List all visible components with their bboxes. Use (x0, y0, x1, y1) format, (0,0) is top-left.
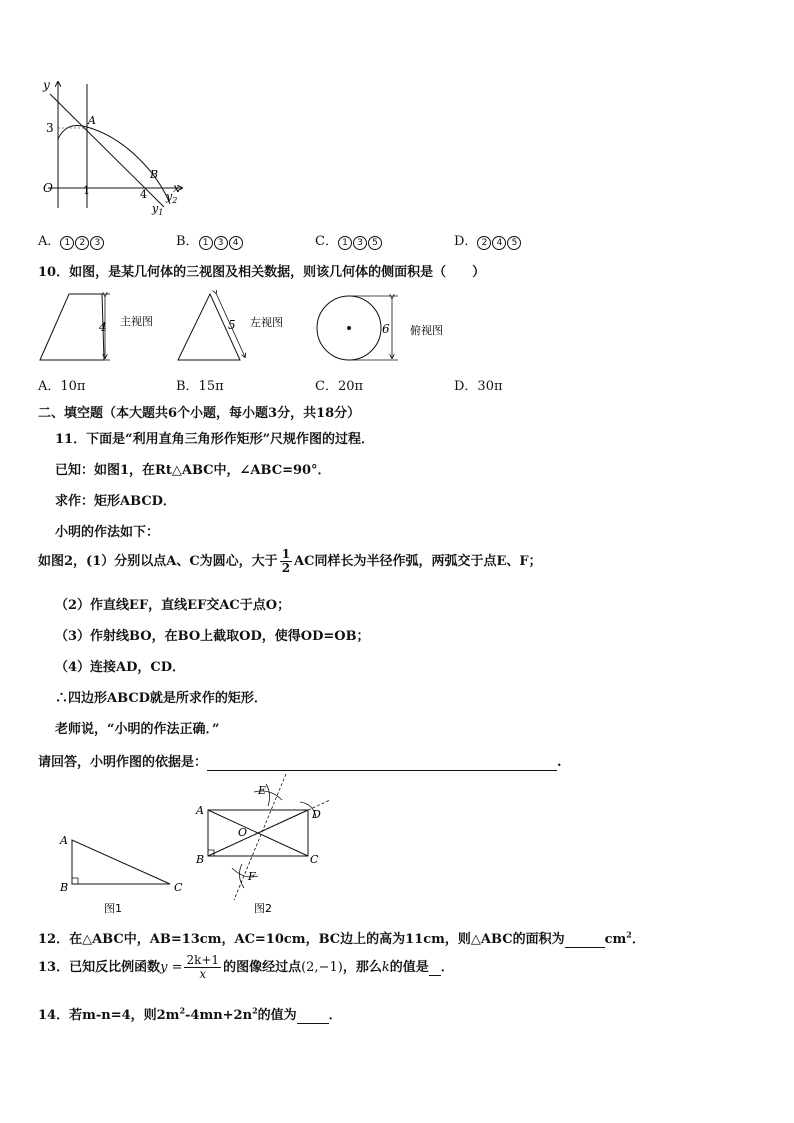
q11-line-10: 老师说，“小明的作法正确．” (55, 722, 220, 737)
q10-option-c: C．20π (315, 379, 364, 394)
q14-answer-blank[interactable] (297, 1008, 329, 1024)
arc-e-2 (266, 784, 270, 806)
fraction-half: $\frac{1}{2}$ (281, 547, 291, 575)
top-view-label: 俯视图 (410, 324, 443, 337)
q11-figure-2 (192, 772, 342, 918)
q11-line-2: 已知：如图1，在Rt△ABC中，∠ABC=90°． (55, 463, 331, 478)
top-view-center (347, 326, 351, 330)
q10-option-a: A．10π (38, 379, 86, 394)
q11-line-11: 请回答，小明作图的依据是： . (38, 755, 562, 770)
point-a-label: A (88, 114, 96, 127)
top-dim-label: 6 (382, 322, 390, 336)
section-2-heading: 二、填空题（本大题共6个小题，每小题3分，共18分） (38, 406, 361, 421)
left-dim-label: 5 (228, 318, 236, 332)
q11-line-9: ∴四边形ABCD就是所求作的矩形． (55, 691, 267, 706)
fig2-label-b: B (196, 853, 205, 866)
front-dim-label: 4 (99, 320, 107, 334)
x-label: x (173, 181, 180, 195)
fig2-label-a: A (196, 804, 204, 817)
fig2-label-d: D (312, 808, 321, 821)
tick-3-label: 3 (46, 121, 54, 135)
q13-fraction: $\frac{2k+1}{x}$ (186, 953, 220, 981)
q10-views (36, 290, 476, 366)
origin-label: O (43, 181, 53, 195)
q9-graph (36, 76, 196, 218)
q12-question: 12．在△ABC中，AB=13cm，AC=10cm，BC边上的高为11cm，则△ABC的面积为 $cm^2$． (38, 929, 645, 947)
triangle-abc (72, 840, 170, 884)
curve-y2 (58, 125, 170, 204)
q14-question: 14．若m-n=4，则$2m^2-4mn+2n^2$的值为 ． (38, 1005, 342, 1023)
front-view-shape (40, 294, 104, 360)
fig1-label-a: A (60, 834, 68, 847)
q10-question: 10．如图，是某几何体的三视图及相关数据，则该几何体的侧面积是（ ） (38, 265, 486, 280)
q10-option-b: B．15π (176, 379, 224, 394)
front-view-label: 主视图 (120, 315, 153, 328)
fig2-label-e: E (258, 784, 267, 797)
y1-label: $y_1$ (152, 202, 164, 217)
q13-answer-blank[interactable] (429, 960, 441, 976)
fig2-label-f: F (248, 870, 256, 883)
q11-line-8: （4）连接AD，CD． (55, 660, 186, 675)
fig1-caption: 图1 (104, 902, 122, 915)
q9-option-a: A． 1 2 3 (38, 230, 105, 250)
fig2-label-o: O (238, 826, 248, 839)
q11-line-3: 求作：矩形ABCD． (55, 494, 176, 509)
q9-option-b: B． 1 3 4 (176, 230, 244, 250)
fig2-label-c: C (310, 853, 319, 866)
q9-option-c: C． 1 3 5 (315, 230, 383, 250)
fig2-caption: 图2 (254, 902, 272, 915)
q11-line-1: 11．下面是“利用直角三角形作矩形”尺规作图的过程． (55, 432, 375, 447)
q11-line-6: （2）作直线EF，直线EF交AC于点O； (55, 598, 291, 613)
q9-option-d: D． 2 4 5 (454, 230, 522, 250)
right-angle-mark (72, 878, 78, 884)
q11-line-7: （3）作射线BO，在BO上截取OD，使得OD=OB； (55, 629, 370, 644)
fig1-label-b: B (60, 881, 69, 894)
y-label: y (43, 78, 50, 92)
q11-line-5: 如图2，(1）分别以点A、C为圆心，大于 $\frac{1}{2}$ AC同样长为半径作弧，两弧交于点E、F； (38, 547, 542, 575)
point-b-label: B (150, 168, 159, 181)
tick-1-label: 1 (83, 184, 90, 197)
q11-line-4: 小明的作法如下： (55, 525, 160, 540)
q11-figure-1 (56, 828, 196, 918)
fig1-label-c: C (174, 881, 183, 894)
q11-answer-blank[interactable] (207, 755, 557, 771)
tick-4-label: 4 (140, 188, 147, 201)
y2-label: $y_2$ (166, 190, 178, 205)
q10-option-d: D．30π (454, 379, 503, 394)
q12-answer-blank[interactable] (565, 932, 605, 948)
q13-question: 13．已知反比例函数y = $\frac{2k+1}{x}$ 的图像经过点(2,−1)，那么k的值是 ． (38, 953, 454, 981)
left-view-label: 左视图 (250, 316, 283, 329)
